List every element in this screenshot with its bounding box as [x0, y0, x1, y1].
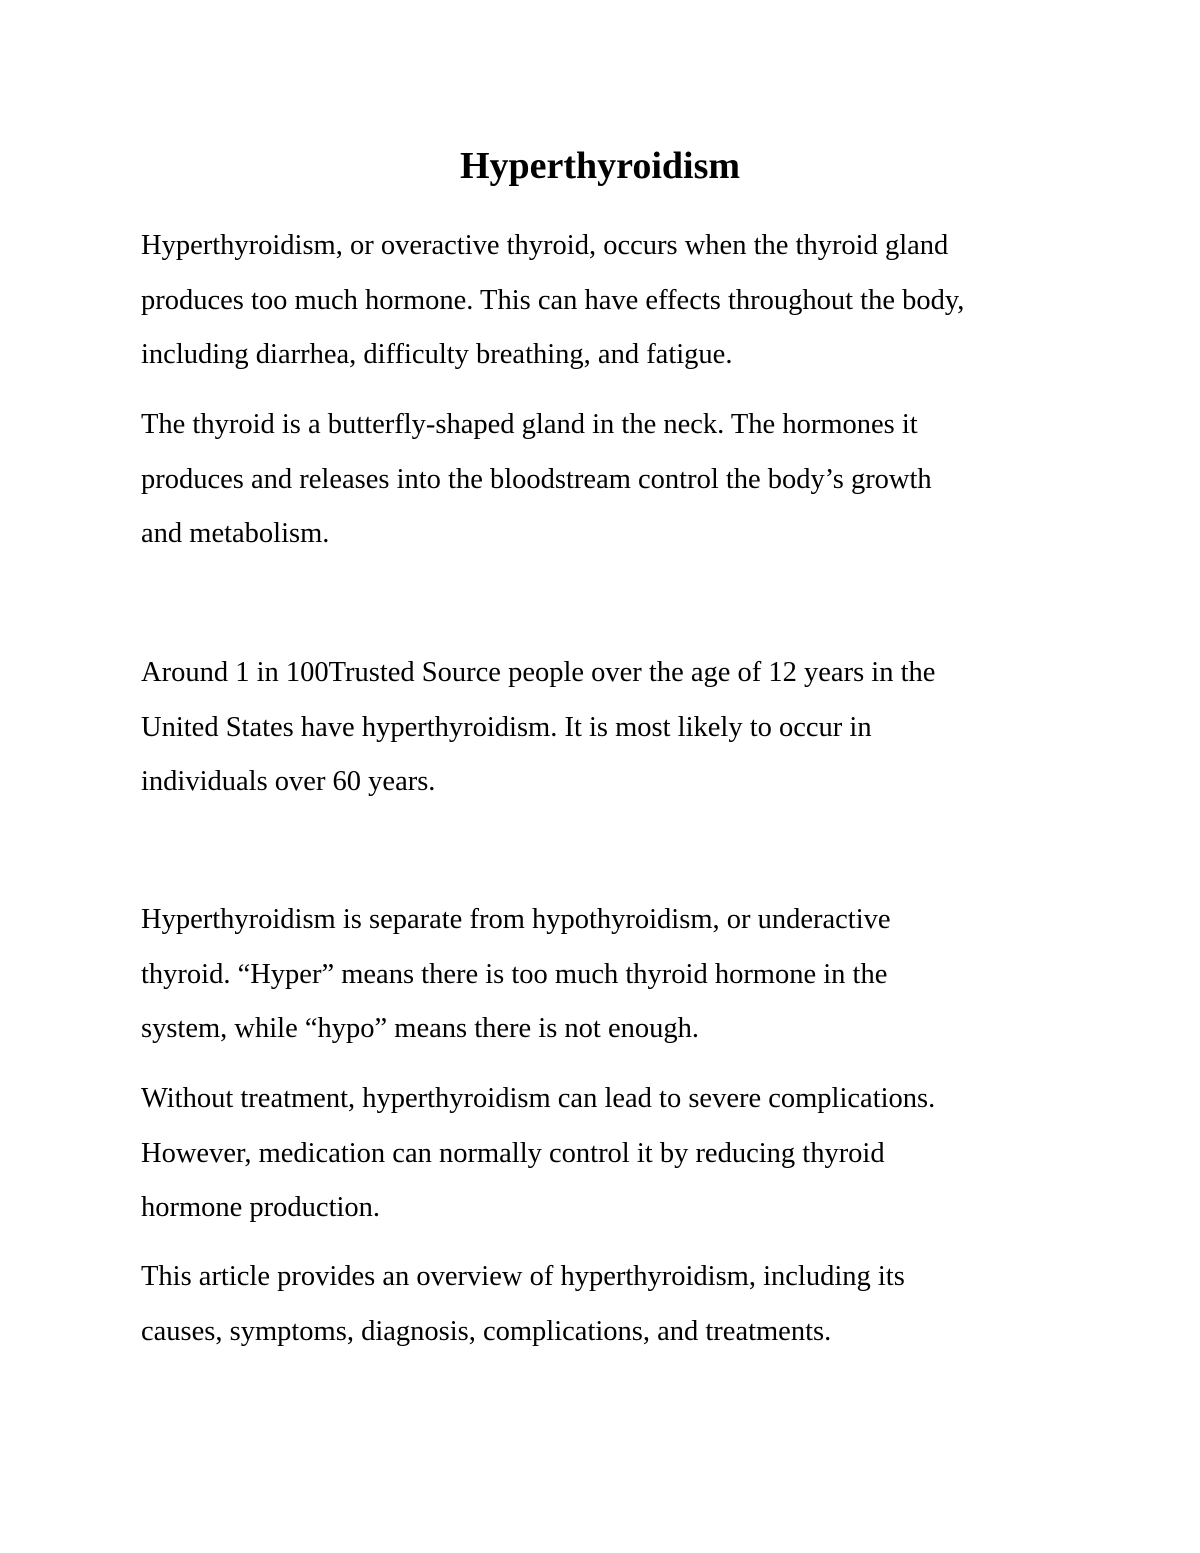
paragraph-line: and metabolism.: [141, 518, 330, 549]
paragraph-line: thyroid. “Hyper” means there is too much thyroid hormone in the: [141, 958, 888, 990]
paragraph-line: system, while “hypo” means there is not enough.: [141, 1013, 700, 1044]
paragraph-line: Hyperthyroidism, or overactive thyroid, occurs when the thyroid gland: [141, 230, 949, 261]
document-title: Hyperthyroidism: [459, 145, 741, 187]
paragraph-line: United States have hyperthyroidism. It is most likely to occur in: [141, 711, 872, 743]
paragraph-line: produces and releases into the bloodstream control the body’s growth: [141, 463, 932, 495]
paragraph-line: individuals over 60 years.: [141, 766, 436, 797]
paragraph-line: produces too much hormone. This can have effects throughout the body,: [141, 284, 965, 316]
paragraph-line: The thyroid is a butterfly-shaped gland in the neck. The hormones it: [141, 409, 918, 440]
paragraph-intro: [141, 219, 1061, 383]
paragraph-treatment: [141, 1072, 1061, 1236]
paragraph-line: However, medication can normally control it by reducing thyroid: [141, 1137, 885, 1169]
paragraph-prevalence: [141, 646, 1061, 810]
paragraph-line: Hyperthyroidism is separate from hypothyroidism, or underactive: [141, 904, 891, 935]
paragraph-thyroid-gland: [141, 398, 1061, 562]
paragraph-line: causes, symptoms, diagnosis, complications, and treatments.: [141, 1315, 832, 1347]
paragraph-line: including diarrhea, difficulty breathing, and fatigue.: [141, 339, 733, 370]
paragraph-line: Without treatment, hyperthyroidism can lead to severe complications.: [141, 1083, 936, 1114]
paragraph-hyper-vs-hypo: [141, 893, 1061, 1057]
paragraph-overview: [141, 1250, 1061, 1359]
paragraph-line: This article provides an overview of hyperthyroidism, including its: [141, 1261, 905, 1292]
paragraph-line: hormone production.: [141, 1192, 381, 1223]
paragraph-line: Around 1 in 100Trusted Source people over the age of 12 years in the: [141, 657, 936, 688]
